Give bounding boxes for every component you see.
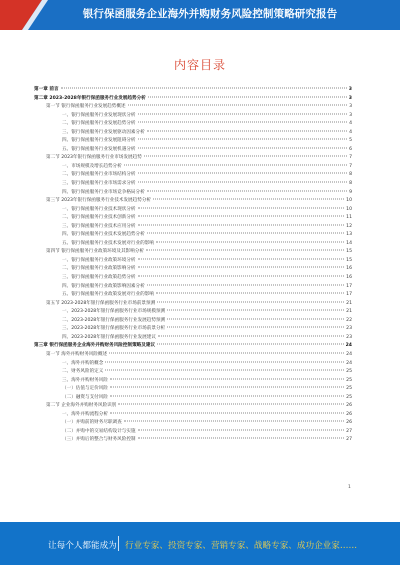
toc-entry[interactable] [34, 154, 352, 163]
toc-entry-title: （三）并购后的整合与财务风险控制 [62, 437, 136, 443]
toc-dot-leader [138, 429, 345, 430]
toc-entry[interactable] [34, 308, 352, 317]
toc-entry-page: 6 [349, 146, 352, 152]
toc-entry[interactable] [34, 206, 352, 215]
toc-entry[interactable] [34, 283, 352, 292]
toc-entry-title: 四、银行保函服务行业政策影响因素分析 [62, 283, 145, 289]
toc-entry-page: 21 [346, 300, 352, 306]
toc-entry[interactable] [34, 146, 352, 155]
toc-entry-page: 25 [346, 386, 352, 392]
toc-entry-title: 第三节 2023年银行保函服务行业技术发展趋势分析 [46, 198, 152, 204]
toc-entry[interactable] [34, 180, 352, 189]
toc-entry-title: 三、海外并购财务风险 [62, 377, 108, 383]
toc-entry-page: 17 [346, 283, 352, 289]
toc-dot-leader [138, 258, 345, 259]
toc-entry-title: 三、2023-2028年银行保函服务行业市场前景分析 [62, 326, 166, 332]
toc-entry[interactable] [34, 231, 352, 240]
toc-entry-title: 第二节 2023年银行保函服务行业市场发展趋势 [46, 155, 142, 161]
toc-entry-page: 4 [349, 129, 352, 135]
toc-entry-page: 13 [346, 232, 352, 238]
toc-entry-title: 二、银行保函服务行业市场结构分析 [62, 172, 136, 178]
toc-entry-title: 一、市场规模及增长趋势分析 [62, 163, 122, 169]
toc-entry-page: 5 [349, 138, 352, 144]
toc-entry-page: 11 [346, 215, 352, 221]
toc-entry-title: 一、2023-2028年银行保函服务行业市场规模预测 [62, 309, 166, 315]
toc-entry-title: 二、2023-2028年银行保函服务行业发展趋势预测 [62, 317, 166, 323]
toc-entry[interactable] [34, 163, 352, 172]
toc-dot-leader [157, 344, 344, 345]
toc-dot-leader [138, 216, 345, 217]
toc-dot-leader [105, 361, 344, 362]
toc-dot-leader [138, 122, 348, 123]
toc-entry[interactable] [34, 342, 352, 351]
toc-entry[interactable] [34, 112, 352, 121]
toc-dot-leader [109, 352, 344, 353]
footer-roles: 行业专家、投资专家、营销专家、战略专家、成功企业家…… [125, 541, 358, 551]
toc-dot-leader [138, 182, 348, 183]
toc-entry[interactable] [34, 419, 352, 428]
toc-dot-leader [138, 147, 348, 148]
toc-dot-leader [61, 88, 347, 89]
toc-entry[interactable] [34, 291, 352, 300]
toc-dot-leader [167, 310, 344, 311]
toc-dot-leader [138, 207, 345, 208]
toc-entry[interactable] [34, 411, 352, 420]
toc-dot-leader [157, 301, 344, 302]
toc-entry-page: 22 [346, 317, 352, 323]
page-title: 内容目录 [173, 58, 226, 72]
toc-dot-leader [118, 404, 344, 405]
toc-entry[interactable] [34, 214, 352, 223]
toc-entry-title: 三、银行保函服务行业市场需求分析 [62, 181, 136, 187]
toc-dot-leader [156, 293, 344, 294]
toc-entry-page: 25 [346, 377, 352, 383]
toc-dot-leader [138, 438, 345, 439]
toc-dot-leader [147, 233, 344, 234]
toc-entry[interactable] [34, 129, 352, 138]
toc-entry[interactable] [34, 248, 352, 257]
toc-entry-title: 三、银行保函服务行业政策趋势分析 [62, 275, 136, 281]
toc-entry[interactable] [34, 103, 352, 112]
toc-entry-page: 24 [345, 343, 352, 349]
toc-entry-title: 第二节 企业海外并购财务风险识别 [46, 403, 117, 409]
toc-dot-leader [110, 412, 344, 413]
toc-dot-leader [138, 113, 348, 114]
toc-entry[interactable] [34, 265, 352, 274]
toc-entry[interactable] [34, 360, 352, 369]
toc-entry-page: 10 [346, 198, 352, 204]
toc-entry-page: 25 [346, 369, 352, 375]
toc-entry[interactable] [34, 189, 352, 198]
toc-entry-page: 24 [346, 351, 352, 357]
toc-entry[interactable] [34, 300, 352, 309]
toc-entry-page: 3 [348, 87, 352, 92]
toc-entry[interactable] [34, 223, 352, 232]
table-of-contents [34, 86, 352, 445]
toc-dot-leader [105, 370, 344, 371]
toc-entry-page: 8 [349, 181, 352, 187]
footer-divider [118, 536, 119, 551]
toc-dot-leader [124, 421, 344, 422]
toc-entry-page: 16 [346, 275, 352, 281]
toc-entry[interactable] [34, 334, 352, 343]
toc-dot-leader [167, 318, 344, 319]
toc-entry-title: 第一节 海外并购财务风险概述 [46, 351, 108, 357]
toc-dot-leader [158, 335, 344, 336]
toc-entry[interactable] [34, 257, 352, 266]
toc-entry[interactable] [34, 351, 352, 360]
toc-dot-leader [147, 130, 347, 131]
toc-entry-title: 第一章 前言 [34, 87, 59, 92]
toc-dot-leader [153, 199, 344, 200]
toc-entry[interactable] [34, 317, 352, 326]
toc-entry-title: 二、财务风险的定义 [62, 369, 104, 375]
toc-entry-title: 五、银行保函服务行业发展机遇分析 [62, 146, 136, 152]
toc-entry[interactable] [34, 197, 352, 206]
toc-entry-title: 四、银行保函服务行业发展阻碍分析 [62, 138, 136, 144]
toc-entry-title: （二）融资与支付风险 [62, 394, 108, 400]
toc-entry-page: 14 [346, 240, 352, 246]
toc-entry-page: 7 [349, 155, 352, 161]
toc-entry-title: 三、银行保函服务行业发展驱动因素分析 [62, 129, 145, 135]
toc-dot-leader [167, 327, 344, 328]
toc-entry[interactable] [34, 325, 352, 334]
toc-entry-page: 17 [346, 292, 352, 298]
toc-entry-title: 第一节 银行保函服务行业发展趋势概述 [46, 104, 126, 110]
toc-dot-leader [146, 250, 344, 251]
toc-entry-title: 第四节 银行保函服务行业政策环境及其影响分析 [46, 249, 144, 255]
toc-entry[interactable] [34, 394, 352, 403]
toc-entry-page: 24 [346, 360, 352, 366]
toc-entry-page: 12 [346, 223, 352, 229]
toc-entry[interactable] [34, 274, 352, 283]
toc-entry[interactable] [34, 120, 352, 129]
toc-entry-page: 26 [346, 411, 352, 417]
toc-dot-leader [156, 241, 344, 242]
toc-entry[interactable] [34, 368, 352, 377]
toc-entry-page: 9 [349, 189, 352, 195]
toc-entry-title: 一、银行保函服务行业政策环境分析 [62, 257, 136, 263]
footer-slogan: 让每个人都能成为 [48, 541, 117, 551]
toc-entry[interactable] [34, 428, 352, 437]
toc-entry-page: 16 [346, 266, 352, 272]
toc-entry-page: 23 [346, 326, 352, 332]
toc-dot-leader [138, 139, 348, 140]
toc-dot-leader [148, 96, 347, 97]
toc-dot-leader [138, 173, 348, 174]
toc-entry[interactable] [34, 86, 352, 95]
toc-entry-page: 3 [348, 95, 352, 101]
toc-entry-title: 五、银行保函服务行业政策发展对行业的影响 [62, 292, 154, 298]
toc-entry[interactable] [34, 137, 352, 146]
toc-entry[interactable] [34, 385, 352, 394]
toc-entry[interactable] [34, 171, 352, 180]
toc-entry-title: 四、银行保函服务行业技术发展趋势分析 [62, 232, 145, 238]
toc-entry-title: 一、银行保函服务行业发展现状分析 [62, 112, 136, 118]
toc-entry-title: 第二章 2023-2028年银行保函服务行业发展趋势分析 [34, 95, 146, 101]
toc-dot-leader [144, 156, 347, 157]
toc-dot-leader [124, 164, 347, 165]
toc-dot-leader [110, 395, 344, 396]
toc-dot-leader [110, 387, 344, 388]
toc-entry-title: （一）并购前的财务尽职调查 [62, 420, 122, 426]
toc-entry-page: 27 [346, 437, 352, 443]
toc-entry-title: 二、银行保函服务行业发展趋势分析 [62, 121, 136, 127]
toc-dot-leader [110, 378, 344, 379]
toc-entry-title: 五、银行保函服务行业技术发展对行业的影响 [62, 240, 154, 246]
toc-entry-title: （二）并购中的交易结构设计与实施 [62, 428, 136, 434]
toc-entry-page: 8 [349, 172, 352, 178]
toc-entry[interactable] [34, 436, 352, 445]
toc-entry-title: （一）估值与定价风险 [62, 386, 108, 392]
toc-entry[interactable] [34, 95, 352, 104]
toc-dot-leader [138, 224, 345, 225]
toc-entry-title: 四、银行保函服务行业市场竞争格局分析 [62, 189, 145, 195]
toc-entry-page: 25 [346, 394, 352, 400]
toc-entry-page: 10 [346, 206, 352, 212]
toc-entry-title: 一、银行保函服务行业技术现状分析 [62, 206, 136, 212]
toc-entry-title: 一、海外并购流程分析 [62, 411, 108, 417]
toc-dot-leader [147, 190, 347, 191]
toc-entry-page: 21 [346, 309, 352, 315]
toc-entry[interactable] [34, 377, 352, 386]
toc-dot-leader [128, 105, 348, 106]
toc-dot-leader [138, 267, 345, 268]
report-title: 银行保函服务企业海外并购财务风险控制策略研究报告 [82, 8, 338, 20]
toc-entry-title: 四、2023-2028年银行保函服务行业发展建议 [62, 334, 156, 340]
toc-entry-title: 二、银行保函服务行业技术创新分析 [62, 215, 136, 221]
toc-entry-page: 7 [349, 163, 352, 169]
page-number: 1 [348, 485, 351, 490]
toc-entry-title: 三、银行保函服务行业技术应用分析 [62, 223, 136, 229]
toc-dot-leader [147, 284, 344, 285]
toc-entry[interactable] [34, 240, 352, 249]
toc-entry-page: 3 [349, 104, 352, 110]
toc-entry-title: 二、银行保函服务行业政策影响分析 [62, 266, 136, 272]
toc-entry-title: 第三章 银行保函服务企业海外并购财务风险控制策略及建议 [34, 343, 156, 349]
toc-entry-page: 4 [349, 121, 352, 127]
toc-entry-page: 26 [346, 420, 352, 426]
toc-entry-title: 一、海外并购的概念 [62, 360, 104, 366]
toc-entry-page: 15 [346, 249, 352, 255]
toc-dot-leader [138, 276, 345, 277]
toc-entry-page: 3 [349, 112, 352, 118]
toc-entry-page: 26 [346, 403, 352, 409]
footer-banner [0, 522, 400, 565]
toc-entry-title: 第五节 2023-2028年银行保函服务行业市场前景预测 [46, 300, 156, 306]
toc-entry-page: 23 [346, 334, 352, 340]
toc-entry-page: 27 [346, 428, 352, 434]
toc-entry[interactable] [34, 402, 352, 411]
toc-entry-page: 15 [346, 257, 352, 263]
